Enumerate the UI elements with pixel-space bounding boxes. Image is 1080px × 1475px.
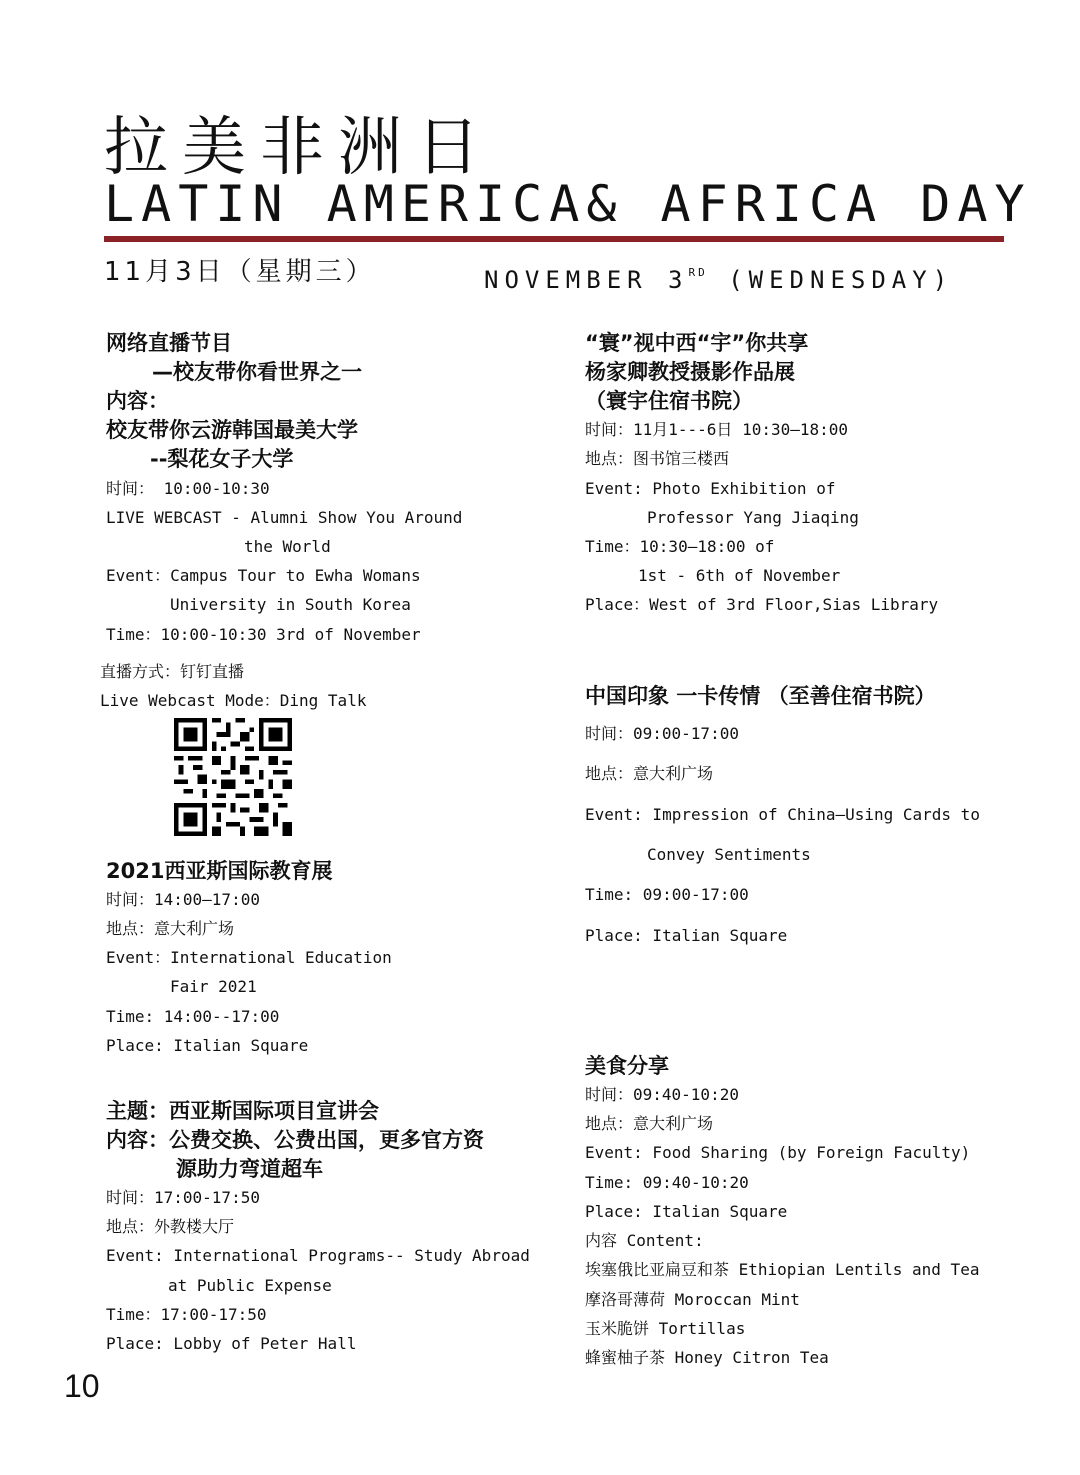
food-item: 埃塞俄比亚扁豆和茶 Ethiopian Lentils and Tea	[585, 1260, 980, 1279]
date-en	[484, 257, 953, 296]
food-item: 玉米脆饼 Tortillas	[585, 1319, 746, 1338]
food-time: 时间：09:40-10:20	[585, 1085, 739, 1104]
webcast-mode-en: Live Webcast Mode：Ding Talk	[100, 691, 367, 710]
programs-event: Event: International Programs-- Study Abroad	[106, 1246, 530, 1265]
fair-place-en: Place: Italian Square	[106, 1036, 309, 1055]
fair-time: 时间：14:00—17:00	[106, 890, 260, 909]
webcast-time: 时间： 10:00-10:30	[106, 479, 270, 498]
impression-event-cont: Convey Sentiments	[647, 845, 811, 864]
impression-place: 地点：意大利广场	[585, 764, 714, 783]
impression-heading: 中国印象 一卡传情 （至善住宿书院）	[585, 684, 936, 708]
programs-heading: 主题：西亚斯国际项目宣讲会	[106, 1099, 379, 1123]
photo-event: Event: Photo Exhibition of	[585, 479, 836, 498]
webcast-content-label: 内容：	[106, 389, 169, 413]
photo-time-en: Time：10:30—18:00 of	[585, 537, 775, 556]
food-time-en: Time: 09:40-10:20	[585, 1173, 749, 1192]
date-cn: 11月3日（星期三）	[104, 257, 376, 287]
page-number: 10	[64, 1368, 100, 1404]
webcast-subheading: —校友带你看世界之一	[152, 360, 362, 384]
webcast-line: University in South Korea	[170, 595, 411, 614]
food-place: 地点：意大利广场	[585, 1114, 714, 1133]
fair-event: Event：International Education	[106, 948, 392, 967]
programs-time: 时间：17:00-17:50	[106, 1188, 260, 1207]
programs-place-en: Place: Lobby of Peter Hall	[106, 1334, 357, 1353]
fair-time-en: Time: 14:00--17:00	[106, 1007, 280, 1026]
page-title-en: LATIN AMERICA& AFRICA DAY	[104, 175, 1032, 233]
date-en-prefix: NOVEMBER 3	[484, 266, 689, 294]
date-en-ordinal: RD	[688, 266, 708, 279]
photo-time-en-cont: 1st - 6th of November	[638, 566, 841, 585]
food-event: Event: Food Sharing (by Foreign Faculty)	[585, 1143, 971, 1162]
photo-place-en: Place：West of 3rd Floor,Sias Library	[585, 595, 939, 614]
food-heading: 美食分享	[585, 1054, 669, 1078]
photo-college: （寰宇住宿书院）	[585, 389, 753, 413]
webcast-line: Event：Campus Tour to Ewha Womans	[106, 566, 421, 585]
impression-place-en: Place: Italian Square	[585, 926, 788, 945]
programs-time-en: Time：17:00-17:50	[106, 1305, 267, 1324]
webcast-content-title: 校友带你云游韩国最美大学	[106, 418, 358, 442]
title-divider	[104, 236, 1004, 242]
webcast-content-subtitle: --梨花女子大学	[150, 447, 294, 471]
webcast-line: the World	[244, 537, 331, 556]
photo-heading: “寰”视中西“宇”你共享	[585, 331, 809, 355]
fair-place: 地点：意大利广场	[106, 919, 235, 938]
webcast-line: Time：10:00-10:30 3rd of November	[106, 625, 421, 644]
food-content-label: 内容 Content:	[585, 1231, 704, 1250]
programs-content-cont: 源助力弯道超车	[176, 1157, 323, 1181]
fair-event-cont: Fair 2021	[170, 977, 257, 996]
programs-place: 地点：外教楼大厅	[106, 1217, 235, 1236]
photo-subheading: 杨家卿教授摄影作品展	[585, 360, 795, 384]
webcast-mode-cn: 直播方式：钉钉直播	[100, 662, 245, 681]
webcast-heading: 网络直播节目	[106, 331, 232, 355]
programs-event-cont: at Public Expense	[168, 1276, 332, 1295]
programs-content: 内容：公费交换、公费出国，更多官方资	[106, 1128, 484, 1152]
fair-heading: 2021西亚斯国际教育展	[106, 859, 333, 883]
food-place-en: Place: Italian Square	[585, 1202, 788, 1221]
photo-place: 地点：图书馆三楼西	[585, 449, 730, 468]
impression-event: Event: Impression of China—Using Cards to	[585, 805, 980, 824]
photo-event-cont: Professor Yang Jiaqing	[647, 508, 859, 527]
page-title-cn: 拉美非洲日	[104, 111, 494, 185]
impression-time-en: Time: 09:00-17:00	[585, 885, 749, 904]
qr-code[interactable]	[174, 718, 292, 836]
webcast-line: LIVE WEBCAST - Alumni Show You Around	[106, 508, 463, 527]
impression-time: 时间：09:00-17:00	[585, 724, 739, 743]
photo-time: 时间：11月1---6日 10:30—18:00	[585, 420, 849, 439]
food-item: 蜂蜜柚子茶 Honey Citron Tea	[585, 1348, 829, 1367]
date-en-suffix: (WEDNESDAY)	[707, 266, 954, 294]
food-item: 摩洛哥薄荷 Moroccan Mint	[585, 1290, 800, 1309]
